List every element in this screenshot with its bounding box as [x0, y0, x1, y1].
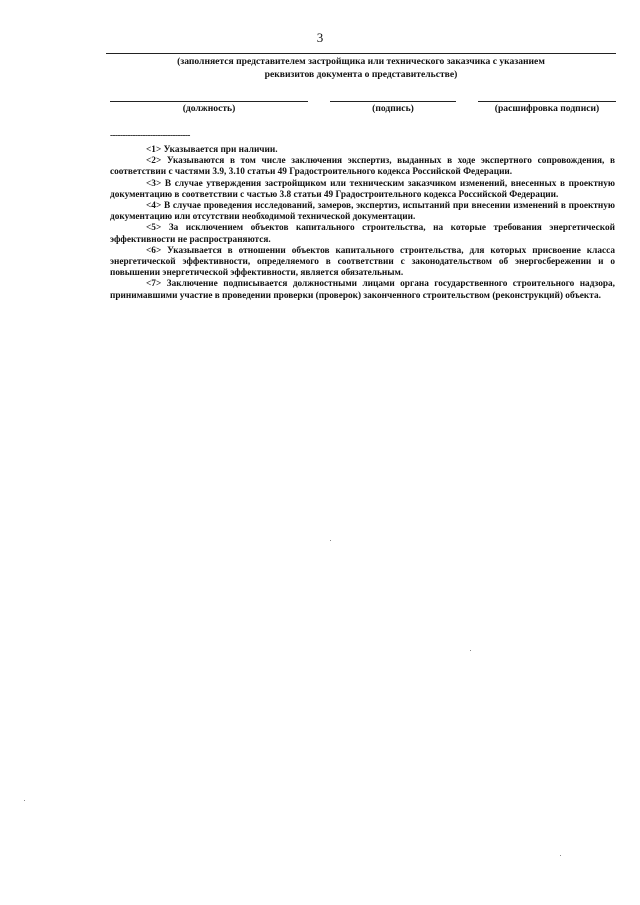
signature-label: (подпись)	[372, 103, 414, 114]
footnote-5: <5> За исключением объектов капитального строительства, на которые требования энергетической эффективности не распространяются.	[110, 223, 615, 245]
footnote-1: <1> Указывается при наличии.	[146, 145, 278, 155]
decoding-label: (расшифровка подписи)	[494, 103, 600, 114]
decoding-line	[478, 101, 616, 102]
footnote-6: <6> Указывается в отношении объектов капитального строительства, для которых присвоение класса энергетической эффективности, определяемого в соответствии с законодательством об энергосбережении и о повышении энергетической эффективности, является обязательным.	[110, 245, 615, 279]
footnote-3: <3> В случае утверждения застройщиком или техническим заказчиком изменений, внесенных в проектную документацию в соответствии с частью 3.8 статьи 49 Градостроительного кодекса Российской Федерации.	[110, 178, 615, 200]
signature-line	[330, 101, 456, 102]
scan-speck	[24, 800, 25, 801]
scan-speck	[470, 650, 471, 651]
top-rule	[106, 53, 616, 54]
page-number: 3	[316, 30, 324, 45]
footnote-7: <7> Заключение подписывается должностными лицами органа государственного строительного надзора, принимавшими участие в проведении проверки (проверок) законченного строительством (реконструкций) объекта.	[110, 279, 615, 301]
scan-speck	[560, 855, 561, 856]
representative-note-line-2: реквизитов документа о представительстве)	[264, 69, 458, 80]
footnote-4: <4> В случае проведения исследований, замеров, экспертиз, испытаний при внесении изменений в проектную документацию или отсутствии необходимой технической документации.	[110, 201, 615, 223]
position-line	[110, 101, 308, 102]
scan-speck	[330, 540, 331, 541]
footnote-2: <2> Указываются в том числе заключения экспертиз, выданных в ходе экспертного сопровождения, в соответствии с частями 3.9, 3.10 статьи 49 Градостроительного кодекса Российской Федерации.	[110, 156, 615, 178]
footnotes	[110, 145, 615, 302]
notes-separator: --------------------------------	[110, 130, 190, 140]
representative-note	[106, 55, 616, 81]
representative-note-line-1: (заполняется представителем застройщика или технического заказчика с указанием	[177, 56, 545, 67]
position-label: (должность)	[182, 103, 236, 114]
